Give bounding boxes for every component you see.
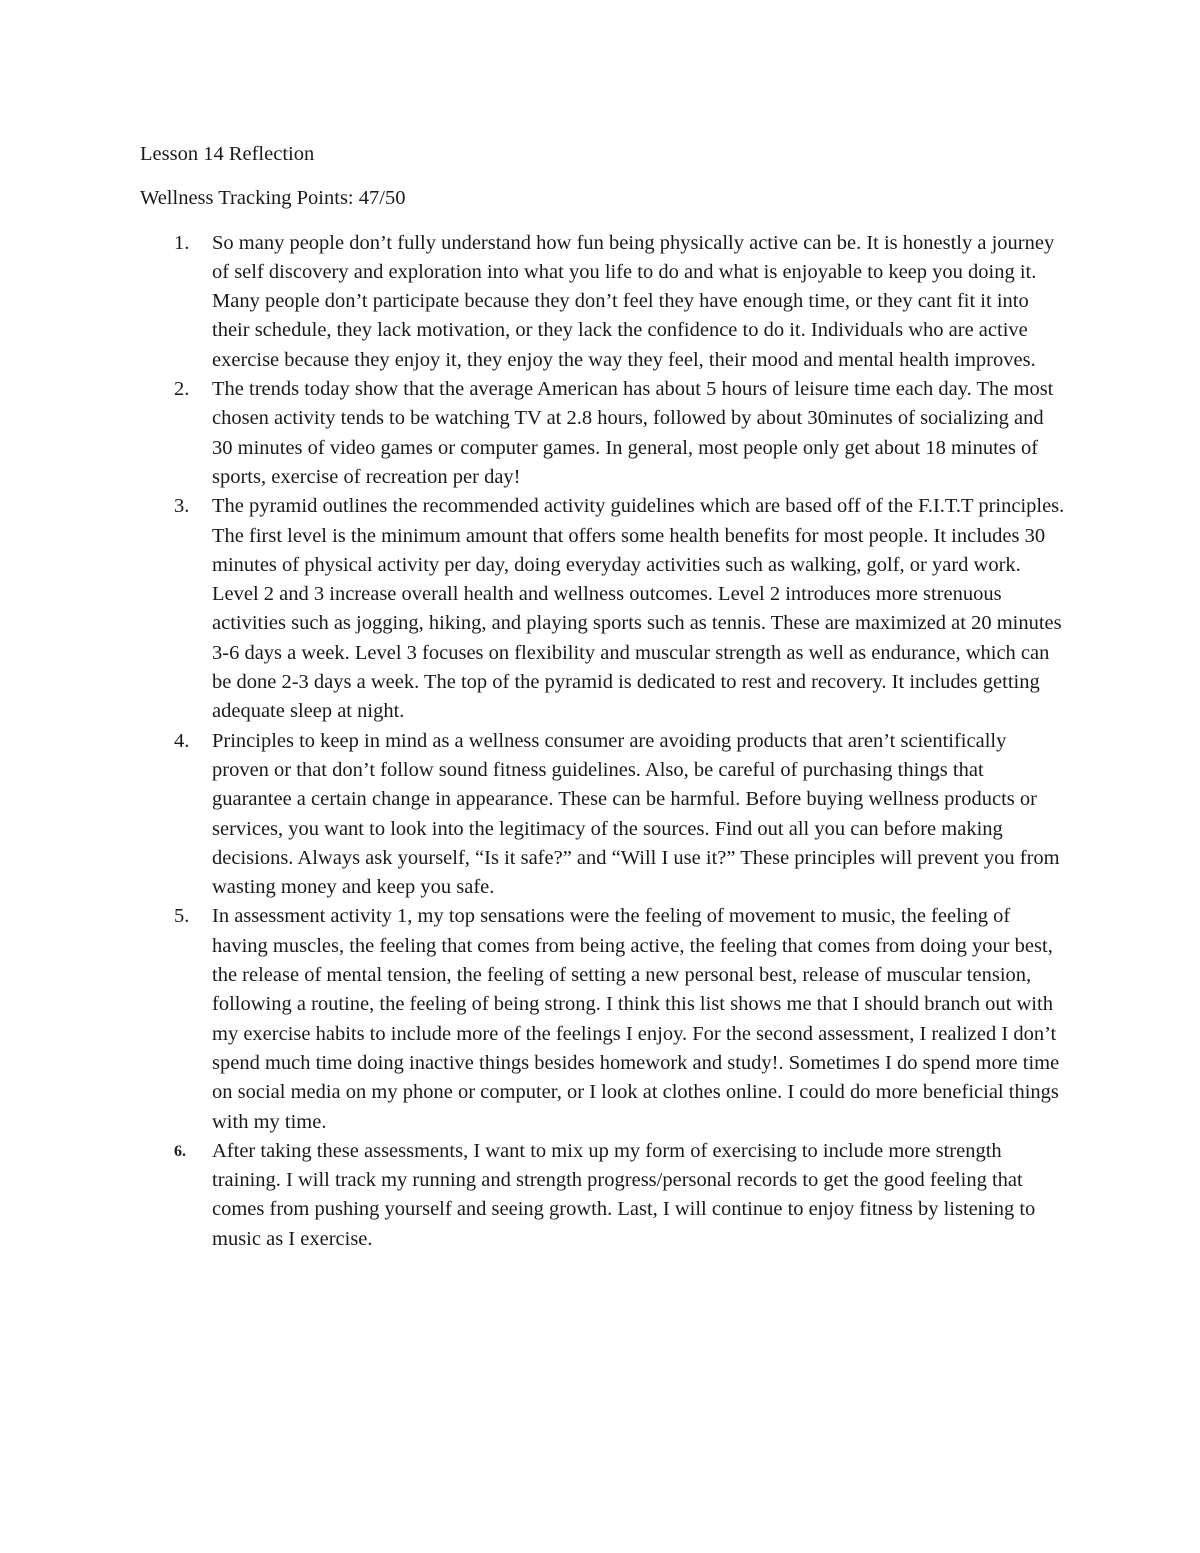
answer-number: 1. xyxy=(174,231,190,254)
reflection-answers-list xyxy=(140,229,1065,1254)
answer-number: 4. xyxy=(174,729,190,752)
answer-item-1 xyxy=(140,229,1065,375)
wellness-points-line: Wellness Tracking Points: 47/50 xyxy=(140,187,406,210)
answer-text: After taking these assessments, I want to mix up my form of exercising to include more strength training. I will track my running and strength progress/personal records to get the good feeling that comes from pushing yourself and seeing growth. Last, I will continue to enjoy fitness by listening to music as I exercise. xyxy=(212,1139,1036,1250)
document-title: Lesson 14 Reflection xyxy=(140,143,315,165)
answer-item-6 xyxy=(140,1137,1065,1254)
answer-item-4 xyxy=(140,727,1065,903)
document-body xyxy=(140,140,1065,1254)
answer-text: In assessment activity 1, my top sensations were the feeling of movement to music, the feeling of having muscles, the feeling that comes from being active, the feeling that comes from doing your best, the release of mental tension, the feeling of setting a new personal best, release of muscular tension, following a routine, the feeling of being strong. I think this list shows me that I should branch out with my exercise habits to include more of the feelings I enjoy. For the second assessment, I realized I don’t spend much time doing inactive things besides homework and study!. Sometimes I do spend more time on social media on my phone or computer, or I look at clothes online. I could do more beneficial things with my time. xyxy=(212,905,1060,1133)
answer-text: The pyramid outlines the recommended activity guidelines which are based off of the F.I.T.T principles. The first level is the minimum amount that offers some health benefits for most people. It includes 30 minutes of physical activity per day, doing everyday activities such as walking, golf, or yard work. Level 2 and 3 increase overall health and wellness outcomes. Level 2 introduces more strenuous activities such as jogging, hiking, and playing sports such as tennis. These are maximized at 20 minutes 3-6 days a week. Level 3 focuses on flexibility and muscular strength as well as endurance, which can be done 2-3 days a week. The top of the pyramid is dedicated to rest and recovery. It includes getting adequate sleep at night. xyxy=(212,495,1065,723)
answer-item-5 xyxy=(140,902,1065,1136)
answer-number: 2. xyxy=(174,378,190,401)
answer-text: The trends today show that the average American has about 5 hours of leisure time each day. The most chosen activity tends to be watching TV at 2.8 hours, followed by about 30minutes of socializing and 30 minutes of video games or computer games. In general, most people only get about 18 minutes of sports, exercise of recreation per day! xyxy=(212,378,1054,488)
answer-item-3 xyxy=(140,492,1065,726)
answer-item-2 xyxy=(140,375,1065,492)
answer-number: 3. xyxy=(174,495,190,518)
answer-text: So many people don’t fully understand how fun being physically active can be. It is honestly a journey of self discovery and exploration into what you life to do and what is enjoyable to keep you doing it. Many people don’t participate because they don’t feel they have enough time, or they cant fit it into their schedule, they lack motivation, or they lack the confidence to do it. Individuals who are active exercise because they enjoy it, they enjoy the way they feel, their mood and mental health improves. xyxy=(212,231,1055,371)
answer-number: 6. xyxy=(174,1142,186,1160)
answer-number: 5. xyxy=(174,905,190,928)
answer-text: Principles to keep in mind as a wellness consumer are avoiding products that aren’t scientifically proven or that don’t follow sound fitness guidelines. Also, be careful of purchasing things that guarantee a certain change in appearance. These can be harmful. Before buying wellness products or services, you want to look into the legitimacy of the sources. Find out all you can before making decisions. Always ask yourself, “Is it safe?” and “Will I use it?” These principles will prevent you from wasting money and keep you safe. xyxy=(212,729,1060,899)
